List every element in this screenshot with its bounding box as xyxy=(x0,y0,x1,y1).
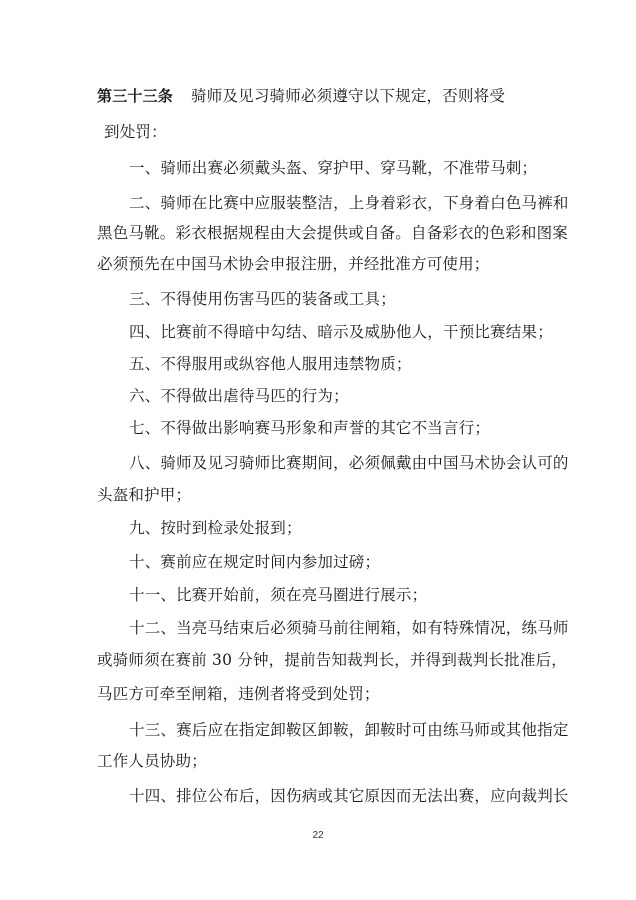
clause-line: 二、骑师在比赛中应服装整洁，上身着彩衣，下身着白色马裤和 xyxy=(129,194,569,212)
clause-line: 八、骑师及见习骑师比赛期间，必须佩戴由中国马术协会认可的 xyxy=(129,454,569,472)
clause-line: 十三、赛后应在指定卸鞍区卸鞍，卸鞍时可由练马师或其他指定 xyxy=(129,721,569,739)
clause-line: 三、不得使用伤害马匹的装备或工具； xyxy=(129,290,396,308)
clause-line: 六、不得做出虐待马匹的行为； xyxy=(129,387,349,405)
clause-line: 一、骑师出赛必须戴头盔、穿护甲、穿马靴，不准带马刺； xyxy=(129,159,538,177)
clause-line: 七、不得做出影响赛马形象和声誉的其它不当言行； xyxy=(129,419,491,437)
page-number: 22 xyxy=(312,830,324,841)
clause-line: 十、赛前应在规定时间内参加过磅； xyxy=(129,553,381,571)
clause-line: 十一、比赛开始前，须在亮马圈进行展示； xyxy=(129,586,428,604)
clause-line: 九、按时到检录处报到； xyxy=(129,519,302,537)
article-number: 第三十三条 xyxy=(97,87,174,105)
clause-line: 五、不得服用或纵容他人服用违禁物质； xyxy=(129,355,412,373)
clause-line: 马匹方可牵至闸箱，违例者将受到处罚； xyxy=(97,685,380,703)
clause-line: 四、比赛前不得暗中勾结、暗示及威胁他人，干预比赛结果； xyxy=(129,323,553,341)
clause-line: 十二、当亮马结束后必须骑马前往闸箱，如有特殊情况，练马师 xyxy=(129,619,569,637)
article-heading-line xyxy=(97,86,505,106)
article-intro-continuation: 到处罚： xyxy=(104,123,167,141)
article-intro-text: 骑师及见习骑师必须遵守以下规定，否则将受 xyxy=(191,87,506,105)
clause-line: 头盔和护甲； xyxy=(97,486,192,504)
clause-line: 工作人员协助； xyxy=(97,752,207,770)
clause-line: 或骑师须在赛前 30 分钟，提前告知裁判长，并得到裁判长批准后， xyxy=(97,651,567,669)
clause-line: 十四、排位公布后，因伤病或其它原因而无法出赛，应向裁判长 xyxy=(129,787,569,805)
clause-line: 必须预先在中国马术协会申报注册，并经批准方可使用； xyxy=(97,255,490,273)
clause-line: 黑色马靴。彩衣根据规程由大会提供或自备。自备彩衣的色彩和图案 xyxy=(97,224,569,242)
